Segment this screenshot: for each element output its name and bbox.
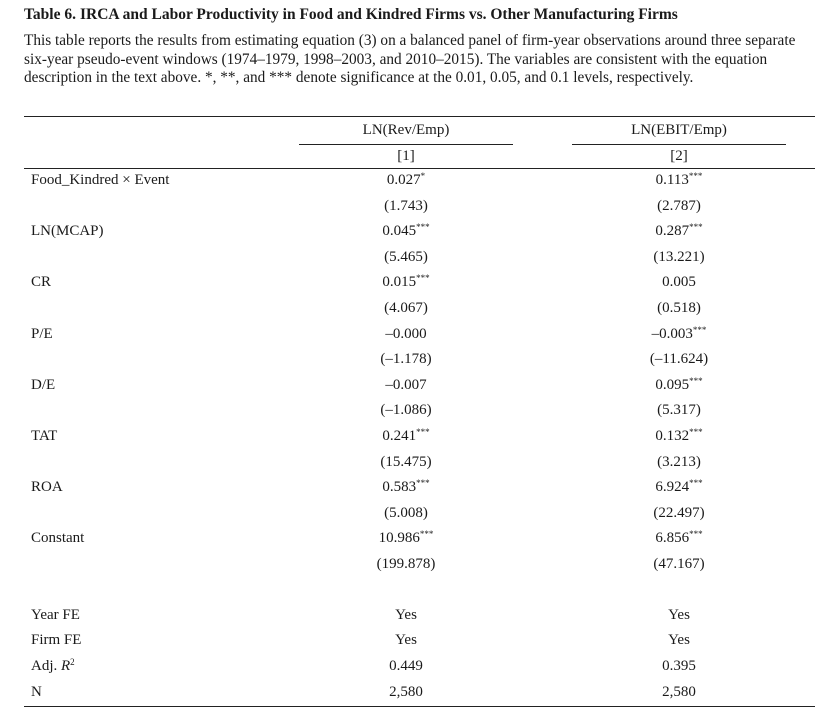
table-title (24, 4, 814, 26)
cell-col2-tstat: (22.497) (653, 505, 705, 521)
footer-row-adj-r2 (24, 654, 815, 679)
coefficient-row (24, 322, 815, 347)
footer-row-n (24, 680, 815, 705)
cell-col1: 0.241*** (382, 427, 430, 444)
t-statistic-row (24, 501, 815, 526)
coefficient-row (24, 373, 815, 398)
coefficient-row (24, 424, 815, 449)
significance-stars: *** (416, 478, 430, 488)
cell-col2: Yes (668, 607, 690, 623)
cell-col1: 10.986*** (378, 529, 434, 546)
cell-col2: 0.113*** (655, 171, 703, 188)
cell-col2-tstat: (2.787) (657, 198, 701, 214)
significance-stars: *** (689, 478, 703, 488)
footer-row-firm-fe (24, 628, 815, 653)
cell-col1: 2,580 (389, 684, 423, 700)
footer-row-year-fe (24, 603, 815, 628)
cell-col2: 0.095*** (655, 376, 703, 393)
cell-col1: 0.583*** (382, 478, 430, 495)
coefficient-row (24, 526, 815, 551)
row-label: Food_Kindred × Event (31, 172, 170, 188)
significance-stars: *** (419, 529, 434, 539)
cell-col1: 0.045*** (382, 222, 430, 239)
cell-col1: Yes (395, 607, 417, 623)
row-label: D/E (31, 377, 56, 393)
t-statistic-row (24, 398, 815, 423)
cell-col1: Yes (395, 632, 417, 648)
cell-col1-tstat: (4.067) (384, 300, 428, 316)
cell-col2: –0.003*** (651, 325, 707, 342)
cell-col1: 0.027* (386, 171, 426, 188)
significance-stars: *** (416, 273, 430, 283)
significance-stars: * (420, 171, 426, 181)
t-statistic-row (24, 552, 815, 577)
table-bottom-rule (24, 706, 815, 707)
cell-col2-tstat: (3.213) (657, 454, 701, 470)
cell-col2: 2,580 (662, 684, 696, 700)
significance-stars: *** (689, 427, 703, 437)
cell-col2-tstat: (5.317) (657, 402, 701, 418)
cell-col1: –0.000 (385, 326, 427, 342)
cell-col2-tstat: (47.167) (653, 556, 705, 572)
cell-col1-tstat: (5.465) (384, 249, 428, 265)
coefficient-row (24, 168, 815, 193)
cell-col2: 0.287*** (655, 222, 703, 239)
col2-header: LN(EBIT/Emp) (631, 122, 727, 138)
significance-stars: *** (692, 325, 707, 335)
significance-stars: *** (416, 222, 430, 232)
coefficient-row (24, 475, 815, 500)
cell-col1-tstat: (199.878) (376, 556, 436, 572)
cell-col2-tstat: (0.518) (657, 300, 701, 316)
row-label: LN(MCAP) (31, 223, 104, 239)
significance-stars: *** (416, 427, 430, 437)
significance-stars: *** (688, 171, 703, 181)
col1-number: [1] (397, 148, 415, 164)
t-statistic-row (24, 450, 815, 475)
row-label: Year FE (31, 607, 80, 623)
row-label: Adj. $R^2$ (31, 657, 75, 674)
cell-col1-tstat: (–1.178) (380, 351, 432, 367)
cell-col2: 0.005 (662, 274, 696, 290)
col2-number: [2] (670, 148, 688, 164)
t-statistic-row (24, 194, 815, 219)
header-row-numbers (24, 144, 815, 169)
cell-col2: 6.856*** (655, 529, 703, 546)
cell-col1: –0.007 (385, 377, 427, 393)
cell-col2: 6.924*** (655, 478, 703, 495)
row-label: CR (31, 274, 52, 290)
row-label: N (31, 684, 42, 700)
row-label: Constant (31, 530, 85, 546)
coefficient-row (24, 270, 815, 295)
cell-col1-tstat: (–1.086) (380, 402, 432, 418)
cell-col2-tstat: (–11.624) (649, 351, 709, 367)
significance-stars: *** (689, 529, 703, 539)
col1-header: LN(Rev/Emp) (362, 122, 450, 138)
cell-col1-tstat: (1.743) (384, 198, 428, 214)
cell-col2: 0.395 (662, 658, 696, 674)
row-label: ROA (31, 479, 63, 495)
coefficient-row (24, 219, 815, 244)
table-description: This table reports the results from estimating equation (3) on a balanced panel of firm-year observations around three separate six-year pseudo-event windows (1974–1979, 1998–2003, and 2010–2015). The variables are consistent with the equation description in the text above. *, **, and *** denote significance at the 0.01, 0.05, and 0.1 levels, respectively. (24, 32, 796, 87)
cell-col2-tstat: (13.221) (653, 249, 705, 265)
cell-col2: 0.132*** (655, 427, 703, 444)
header-row-names (24, 118, 815, 143)
significance-stars: *** (689, 376, 703, 386)
t-statistic-row (24, 296, 815, 321)
t-statistic-row (24, 245, 815, 270)
row-label: TAT (31, 428, 58, 444)
table-title-text: IRCA and Labor Productivity in Food and Kindred Firms vs. Other Manufacturing Firms (79, 6, 678, 23)
table-top-rule (24, 116, 815, 117)
significance-stars: *** (689, 222, 703, 232)
row-label: P/E (31, 326, 53, 342)
cell-col2: Yes (668, 632, 690, 648)
row-label: Firm FE (31, 632, 82, 648)
cell-col1-tstat: (5.008) (384, 505, 428, 521)
t-statistic-row (24, 347, 815, 372)
cell-col1-tstat: (15.475) (380, 454, 432, 470)
cell-col1: 0.449 (389, 658, 423, 674)
cell-col1: 0.015*** (382, 273, 430, 290)
table-label: Table 6. (24, 6, 76, 23)
